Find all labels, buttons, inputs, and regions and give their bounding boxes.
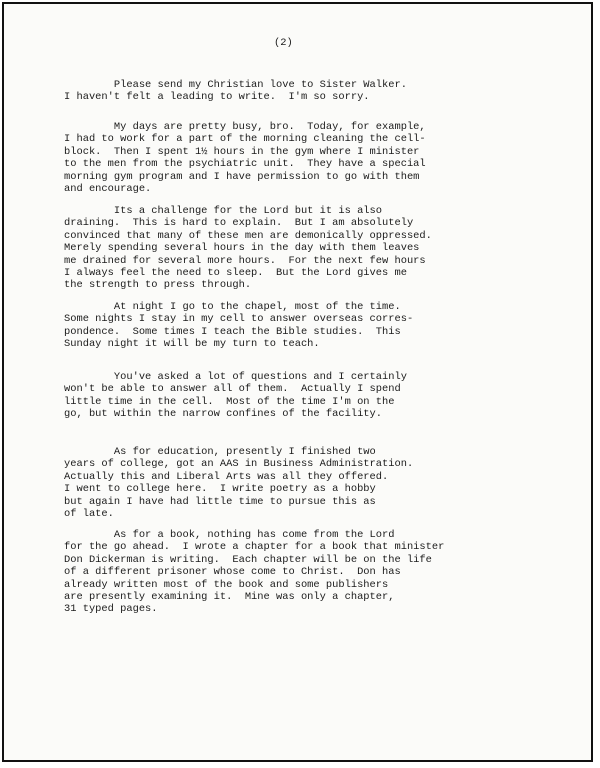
text-line: My days are pretty busy, bro. Today, for example, (64, 121, 426, 133)
text-line: me drained for several more hours. For the next few hours (64, 254, 426, 267)
text-line: go, but within the narrow confines of the facility. (64, 408, 383, 421)
text-line: and encourage. (64, 182, 152, 195)
text-line: I had to work for a part of the morning cleaning the cell- (64, 133, 426, 146)
text-line: Its a challenge for the Lord but it is also (64, 205, 383, 217)
text-line: Please send my Christian love to Sister Walker. (64, 79, 407, 91)
text-line: of late. (64, 507, 114, 520)
text-line: Don Dickerman is writing. Each chapter will be on the life (64, 553, 432, 566)
paragraph (64, 446, 413, 520)
text-line: for the go ahead. I wrote a chapter for a book that minister (64, 541, 445, 554)
text-line: At night I go to the chapel, most of the time. (64, 301, 401, 313)
text-line: Some nights I stay in my cell to answer overseas corres- (64, 313, 414, 326)
paragraph (64, 121, 426, 195)
text-line: Actually this and Liberal Arts was all they offered. (64, 470, 389, 483)
text-line: of a different prisoner whose come to Christ. Don has (64, 566, 401, 579)
paragraph (64, 79, 407, 104)
text-line: I always feel the need to sleep. But the Lord gives me (64, 266, 407, 279)
text-line: pondence. Some times I teach the Bible studies. This (64, 325, 401, 338)
text-line: morning gym program and I have permission to go with them (64, 170, 420, 183)
text-line: little time in the cell. Most of the time I'm on the (64, 395, 395, 408)
paragraph (64, 205, 432, 292)
text-line: 31 typed pages. (64, 603, 158, 616)
text-line: Sunday night it will be my turn to teach. (64, 338, 320, 351)
text-line: You've asked a lot of questions and I certainly (64, 371, 407, 383)
text-line: but again I have had little time to pursue this as (64, 495, 376, 508)
text-line: block. Then I spent 1½ hours in the gym where I minister (64, 145, 420, 158)
paragraph (64, 301, 413, 351)
text-line: convinced that many of these men are demonically oppressed. (64, 229, 432, 242)
page-number: (2) (274, 37, 293, 49)
text-line: already written most of the book and some publishers (64, 578, 389, 591)
text-line: won't be able to answer all of them. Actually I spend (64, 383, 401, 396)
text-line: the strength to press through. (64, 279, 252, 292)
text-line: Merely spending several hours in the day with them leaves (64, 242, 420, 255)
letter-page (2, 2, 593, 762)
text-line: As for education, presently I finished two (64, 446, 376, 458)
text-line: years of college, got an AAS in Business Administration. (64, 458, 414, 471)
text-line: are presently examining it. Mine was only a chapter, (64, 590, 395, 603)
text-line: draining. This is hard to explain. But I am absolutely (64, 217, 414, 230)
text-line: I went to college here. I write poetry as a hobby (64, 483, 376, 496)
text-line: As for a book, nothing has come from the Lord (64, 529, 395, 541)
text-line: to the men from the psychiatric unit. They have a special (64, 158, 426, 171)
paragraph (64, 529, 444, 616)
text-line: I haven't felt a leading to write. I'm so sorry. (64, 91, 370, 104)
paragraph (64, 371, 407, 421)
